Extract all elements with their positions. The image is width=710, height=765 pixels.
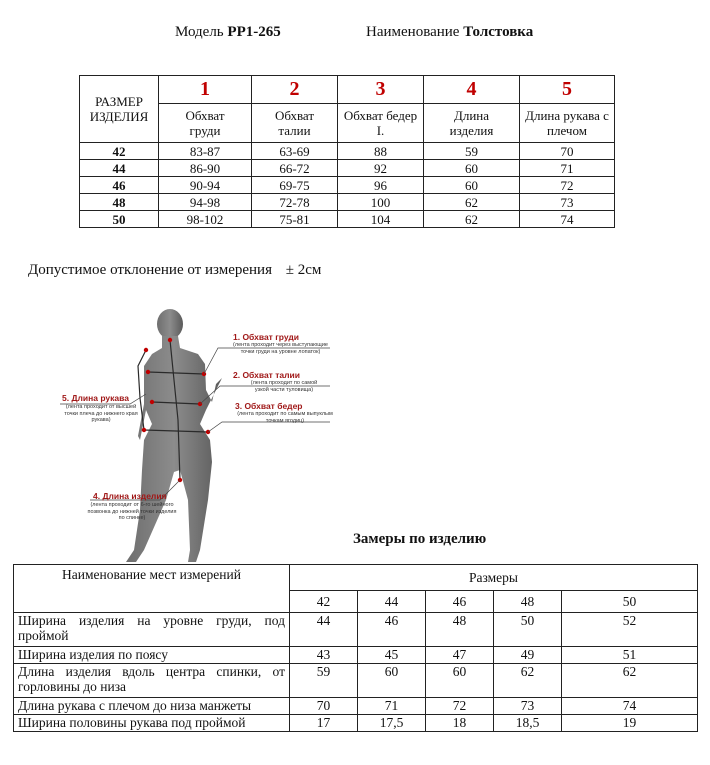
measurement-row xyxy=(14,698,698,715)
name-value: Толстовка xyxy=(463,24,534,40)
size-chart-table xyxy=(79,75,615,228)
size-value: 48 xyxy=(80,194,159,211)
measurement-name: Длина рукава с плечом до низа манжеты xyxy=(14,698,290,715)
size-cell: 100 xyxy=(338,194,424,211)
model-value: PP1-265 xyxy=(227,24,281,40)
measurement-value: 60 xyxy=(426,664,494,698)
model-label: Модель xyxy=(175,24,224,40)
measurement-value: 72 xyxy=(426,698,494,715)
tolerance-text: Допустимое отклонение от измерения xyxy=(28,262,272,278)
column-number: 2 xyxy=(252,76,338,104)
measurement-value: 52 xyxy=(562,613,698,647)
garment-measurements-table xyxy=(13,564,698,732)
size-cell: 63-69 xyxy=(252,143,338,160)
size-cell: 75-81 xyxy=(252,211,338,228)
size-row xyxy=(80,143,615,160)
size-cell: 60 xyxy=(424,160,520,177)
label-sleeve: 5. Длина рукава xyxy=(62,393,129,403)
measurement-value: 60 xyxy=(358,664,426,698)
size-row xyxy=(80,211,615,228)
size-column-header: 46 xyxy=(426,591,494,613)
size-column-header: 44 xyxy=(358,591,426,613)
column-number: 5 xyxy=(520,76,615,104)
measurement-value: 17 xyxy=(290,715,358,732)
size-cell: 62 xyxy=(424,211,520,228)
size-cell: 72 xyxy=(520,177,615,194)
size-cell: 74 xyxy=(520,211,615,228)
measurement-value: 18 xyxy=(426,715,494,732)
column-number: 3 xyxy=(338,76,424,104)
label-length: 4. Длина изделия xyxy=(93,491,167,501)
sizes-header: Размеры xyxy=(290,565,698,591)
measurement-value: 62 xyxy=(494,664,562,698)
size-cell: 83-87 xyxy=(159,143,252,160)
measurement-value: 48 xyxy=(426,613,494,647)
measurement-row xyxy=(14,613,698,647)
size-cell: 73 xyxy=(520,194,615,211)
size-cell: 90-94 xyxy=(159,177,252,194)
note-sleeve: (лента проходит от высшей точки плеча до нижнего края рукава) xyxy=(64,404,138,423)
tolerance-value: ± 2см xyxy=(285,262,322,278)
size-value: 44 xyxy=(80,160,159,177)
measurement-value: 19 xyxy=(562,715,698,732)
measurement-value: 71 xyxy=(358,698,426,715)
note-length: (лента проходит от 6-го шейного позвонка до нижней точки изделия по спинке) xyxy=(87,502,177,521)
size-cell: 66-72 xyxy=(252,160,338,177)
column-header: Длина изделия xyxy=(424,104,520,143)
size-row xyxy=(80,160,615,177)
size-corner-header: РАЗМЕР ИЗДЕЛИЯ xyxy=(80,76,159,143)
woman-silhouette xyxy=(126,309,222,562)
name-line xyxy=(366,24,533,41)
size-cell: 96 xyxy=(338,177,424,194)
measurement-value: 50 xyxy=(494,613,562,647)
size-cell: 72-78 xyxy=(252,194,338,211)
size-cell: 88 xyxy=(338,143,424,160)
size-cell: 70 xyxy=(520,143,615,160)
label-hips: 3. Обхват бедер xyxy=(235,401,303,411)
measurement-value: 51 xyxy=(562,647,698,664)
size-value: 50 xyxy=(80,211,159,228)
measurement-value: 49 xyxy=(494,647,562,664)
model-line xyxy=(175,24,281,41)
body-figure-illustration xyxy=(40,300,360,570)
size-column-header: 48 xyxy=(494,591,562,613)
label-waist: 2. Обхват талии xyxy=(233,370,300,380)
measurement-row xyxy=(14,664,698,698)
size-row xyxy=(80,177,615,194)
measurement-value: 70 xyxy=(290,698,358,715)
size-cell: 104 xyxy=(338,211,424,228)
name-label: Наименование xyxy=(366,24,460,40)
column-header: Обхват талии xyxy=(252,104,338,143)
size-cell: 94-98 xyxy=(159,194,252,211)
note-chest: (лента проходит через выступающие точки груди на уровне лопаток) xyxy=(233,342,328,355)
label-chest: 1. Обхват груди xyxy=(233,332,299,342)
measurement-value: 45 xyxy=(358,647,426,664)
size-column-header: 42 xyxy=(290,591,358,613)
size-cell: 69-75 xyxy=(252,177,338,194)
size-cell: 98-102 xyxy=(159,211,252,228)
measurement-value: 43 xyxy=(290,647,358,664)
note-hips: (лента проходит по самым выпуклым точкам ягодиц) xyxy=(237,411,333,424)
measurement-value: 18,5 xyxy=(494,715,562,732)
size-cell: 86-90 xyxy=(159,160,252,177)
measurement-value: 44 xyxy=(290,613,358,647)
size-cell: 92 xyxy=(338,160,424,177)
measurement-name: Ширина половины рукава под проймой xyxy=(14,715,290,732)
measurement-value: 59 xyxy=(290,664,358,698)
tolerance-line xyxy=(28,262,321,279)
column-header: Обхват бедер I. xyxy=(338,104,424,143)
column-number: 1 xyxy=(159,76,252,104)
measurement-value: 47 xyxy=(426,647,494,664)
size-cell: 62 xyxy=(424,194,520,211)
measurement-value: 17,5 xyxy=(358,715,426,732)
measurement-value: 73 xyxy=(494,698,562,715)
measurement-value: 62 xyxy=(562,664,698,698)
measurement-value: 74 xyxy=(562,698,698,715)
size-cell: 59 xyxy=(424,143,520,160)
note-waist: (лента проходит по самой узкой части туловища) xyxy=(250,380,318,393)
size-value: 46 xyxy=(80,177,159,194)
garment-table-title: Замеры по изделию xyxy=(353,531,487,547)
size-value: 42 xyxy=(80,143,159,160)
measurement-value: 46 xyxy=(358,613,426,647)
size-row xyxy=(80,194,615,211)
column-header: Обхват груди xyxy=(159,104,252,143)
column-header: Длина рукава с плечом xyxy=(520,104,615,143)
measurement-row xyxy=(14,715,698,732)
size-cell: 71 xyxy=(520,160,615,177)
measurement-row xyxy=(14,647,698,664)
size-cell: 60 xyxy=(424,177,520,194)
column-number: 4 xyxy=(424,76,520,104)
measurement-name-header: Наименование мест измерений xyxy=(14,565,290,613)
measurement-name: Ширина изделия на уровне груди, под проймой xyxy=(14,613,290,647)
measurement-name: Длина изделия вдоль центра спинки, от горловины до низа xyxy=(14,664,290,698)
measurement-name: Ширина изделия по поясу xyxy=(14,647,290,664)
size-column-header: 50 xyxy=(562,591,698,613)
